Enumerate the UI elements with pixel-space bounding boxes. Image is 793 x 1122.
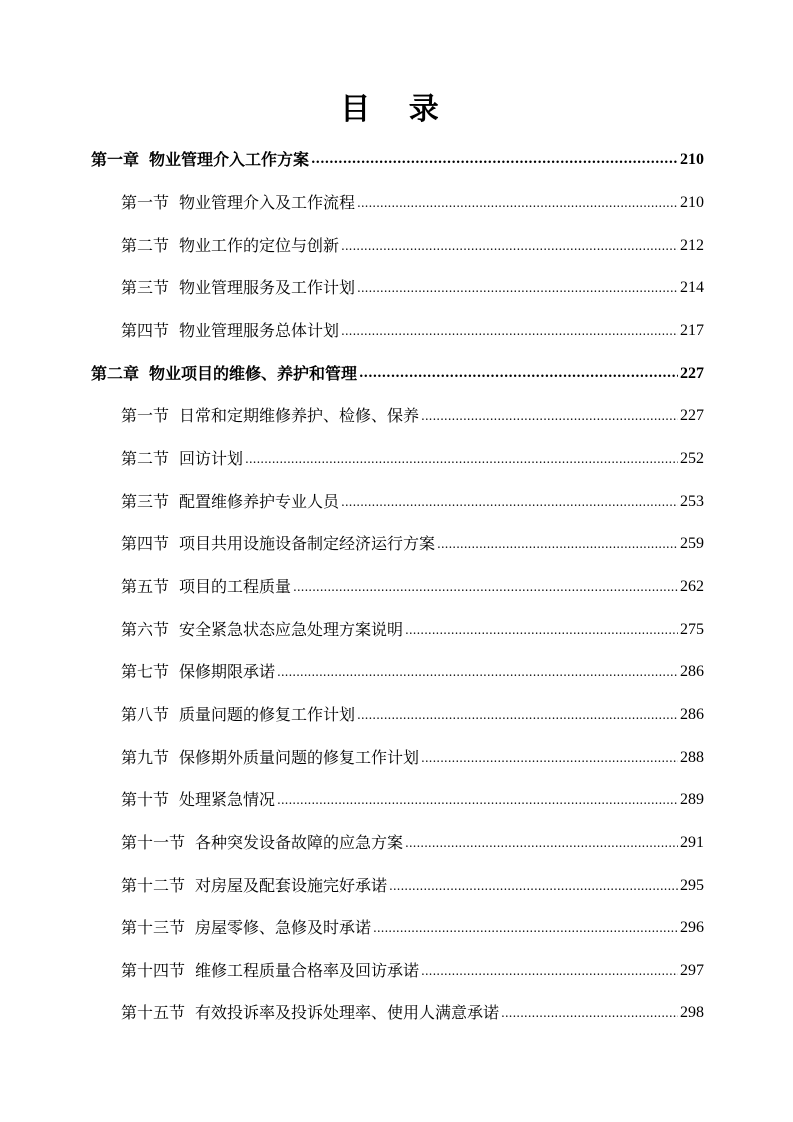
toc-leader-dots	[341, 319, 678, 343]
toc-entry-page: 286	[680, 706, 704, 723]
toc-entry-section[interactable]	[121, 532, 704, 556]
toc-entry-number: 第十三节	[121, 918, 186, 937]
toc-entry-title: 物业项目的维修、养护和管理	[149, 364, 358, 383]
toc-entry-title: 保修期外质量问题的修复工作计划	[179, 748, 420, 767]
toc-entry-title: 物业管理介入及工作流程	[179, 193, 356, 212]
toc-leader-dots	[389, 874, 678, 898]
toc-entry-number: 第十一节	[121, 833, 186, 852]
toc-entry-page: 259	[680, 535, 704, 552]
toc-entry-title: 回访计划	[179, 449, 244, 468]
toc-entry-section[interactable]	[121, 490, 704, 514]
toc-entry-section[interactable]	[121, 703, 704, 727]
toc-leader-dots	[341, 490, 678, 514]
toc-entry-title: 物业管理介入工作方案	[149, 150, 310, 169]
toc-entry-page: 212	[680, 237, 704, 254]
toc-leader-dots	[421, 959, 678, 983]
toc-entry-title: 物业管理服务及工作计划	[179, 278, 356, 297]
toc-entry-number: 第四节	[121, 534, 170, 553]
toc-entry-title: 各种突发设备故障的应急方案	[195, 833, 404, 852]
toc-entry-page: 275	[680, 621, 704, 638]
toc-entry-chapter-1[interactable]	[91, 148, 704, 172]
toc-leader-dots	[373, 916, 678, 940]
toc-entry-number: 第三节	[121, 492, 170, 511]
toc-entry-page: 286	[680, 663, 704, 680]
toc-entry-section[interactable]	[121, 447, 704, 471]
toc-entry-number: 第七节	[121, 662, 170, 681]
toc-entry-title: 处理紧急情况	[179, 790, 276, 809]
toc-leader-dots	[405, 831, 678, 855]
toc-entry-chapter-2[interactable]	[91, 362, 704, 386]
toc-entry-number: 第一章	[91, 150, 140, 169]
toc-entry-page: 262	[680, 578, 704, 595]
toc-entry-title: 物业工作的定位与创新	[179, 236, 340, 255]
toc-leader-dots	[421, 404, 678, 428]
toc-entry-number: 第三节	[121, 278, 170, 297]
toc-entry-page: 296	[680, 919, 704, 936]
toc-entry-title: 项目的工程质量	[179, 577, 292, 596]
toc-leader-dots	[357, 703, 678, 727]
toc-entry-section[interactable]	[121, 276, 704, 300]
toc-entry-number: 第九节	[121, 748, 170, 767]
toc-entry-number: 第四节	[121, 321, 170, 340]
toc-leader-dots	[437, 532, 678, 556]
toc-leader-dots	[501, 1001, 678, 1025]
toc-entry-number: 第一节	[121, 193, 170, 212]
toc-entry-title: 房屋零修、急修及时承诺	[195, 918, 372, 937]
toc-entry-section[interactable]	[121, 1001, 704, 1025]
toc-entry-number: 第八节	[121, 705, 170, 724]
toc-entry-title: 配置维修养护专业人员	[179, 492, 340, 511]
toc-entry-title: 保修期限承诺	[179, 662, 276, 681]
toc-leader-dots	[277, 788, 678, 812]
toc-leader-dots	[359, 362, 678, 386]
toc-entry-page: 291	[680, 834, 704, 851]
toc-leader-dots	[341, 234, 678, 258]
toc-entry-section[interactable]	[121, 575, 704, 599]
toc-entry-section[interactable]	[121, 788, 704, 812]
toc-entry-number: 第五节	[121, 577, 170, 596]
toc-entry-page: 288	[680, 749, 704, 766]
toc-entry-page: 289	[680, 791, 704, 808]
toc-entry-section[interactable]	[121, 959, 704, 983]
toc-entry-section[interactable]	[121, 874, 704, 898]
toc-entry-title: 物业管理服务总体计划	[179, 321, 340, 340]
toc-entry-page: 298	[680, 1004, 704, 1021]
toc-entry-page: 210	[680, 194, 704, 211]
toc-entry-page: 210	[680, 151, 704, 168]
toc-entry-section[interactable]	[121, 746, 704, 770]
toc-entry-page: 227	[680, 407, 704, 424]
toc-entry-page: 217	[680, 322, 704, 339]
toc-leader-dots	[405, 618, 678, 642]
toc-entry-page: 252	[680, 450, 704, 467]
toc-entry-number: 第二节	[121, 236, 170, 255]
toc-entry-title: 维修工程质量合格率及回访承诺	[195, 961, 420, 980]
toc-leader-dots	[277, 660, 678, 684]
toc-entry-number: 第一节	[121, 406, 170, 425]
toc-entry-section[interactable]	[121, 916, 704, 940]
toc-leader-dots	[245, 447, 678, 471]
toc-entry-title: 日常和定期维修养护、检修、保养	[179, 406, 420, 425]
toc-entry-page: 295	[680, 877, 704, 894]
toc-entry-number: 第十节	[121, 790, 170, 809]
toc-leader-dots	[357, 191, 678, 215]
toc-entry-number: 第十五节	[121, 1003, 186, 1022]
toc-entry-title: 安全紧急状态应急处理方案说明	[179, 620, 404, 639]
toc-entry-section[interactable]	[121, 618, 704, 642]
toc-entry-page: 253	[680, 493, 704, 510]
toc-entry-number: 第二节	[121, 449, 170, 468]
toc-entry-title: 项目共用设施设备制定经济运行方案	[179, 534, 436, 553]
toc-leader-dots	[357, 276, 678, 300]
toc-entry-page: 214	[680, 279, 704, 296]
toc-entry-page: 297	[680, 962, 704, 979]
page-title: 目 录	[340, 92, 453, 127]
toc-entry-section[interactable]	[121, 404, 704, 428]
toc-leader-dots	[311, 148, 678, 172]
toc-entry-title: 对房屋及配套设施完好承诺	[195, 876, 388, 895]
toc-entry-section[interactable]	[121, 234, 704, 258]
toc-entry-number: 第十二节	[121, 876, 186, 895]
toc-entry-section[interactable]	[121, 831, 704, 855]
toc-entry-section[interactable]	[121, 660, 704, 684]
toc-entry-number: 第十四节	[121, 961, 186, 980]
toc-leader-dots	[293, 575, 678, 599]
toc-entry-page: 227	[680, 365, 704, 382]
toc-entry-section[interactable]	[121, 319, 704, 343]
toc-entry-number: 第六节	[121, 620, 170, 639]
toc-entry-number: 第二章	[91, 364, 140, 383]
toc-leader-dots	[421, 746, 678, 770]
toc-entry-title: 有效投诉率及投诉处理率、使用人满意承诺	[195, 1003, 500, 1022]
toc-entry-title: 质量问题的修复工作计划	[179, 705, 356, 724]
toc-entry-section[interactable]	[121, 191, 704, 215]
